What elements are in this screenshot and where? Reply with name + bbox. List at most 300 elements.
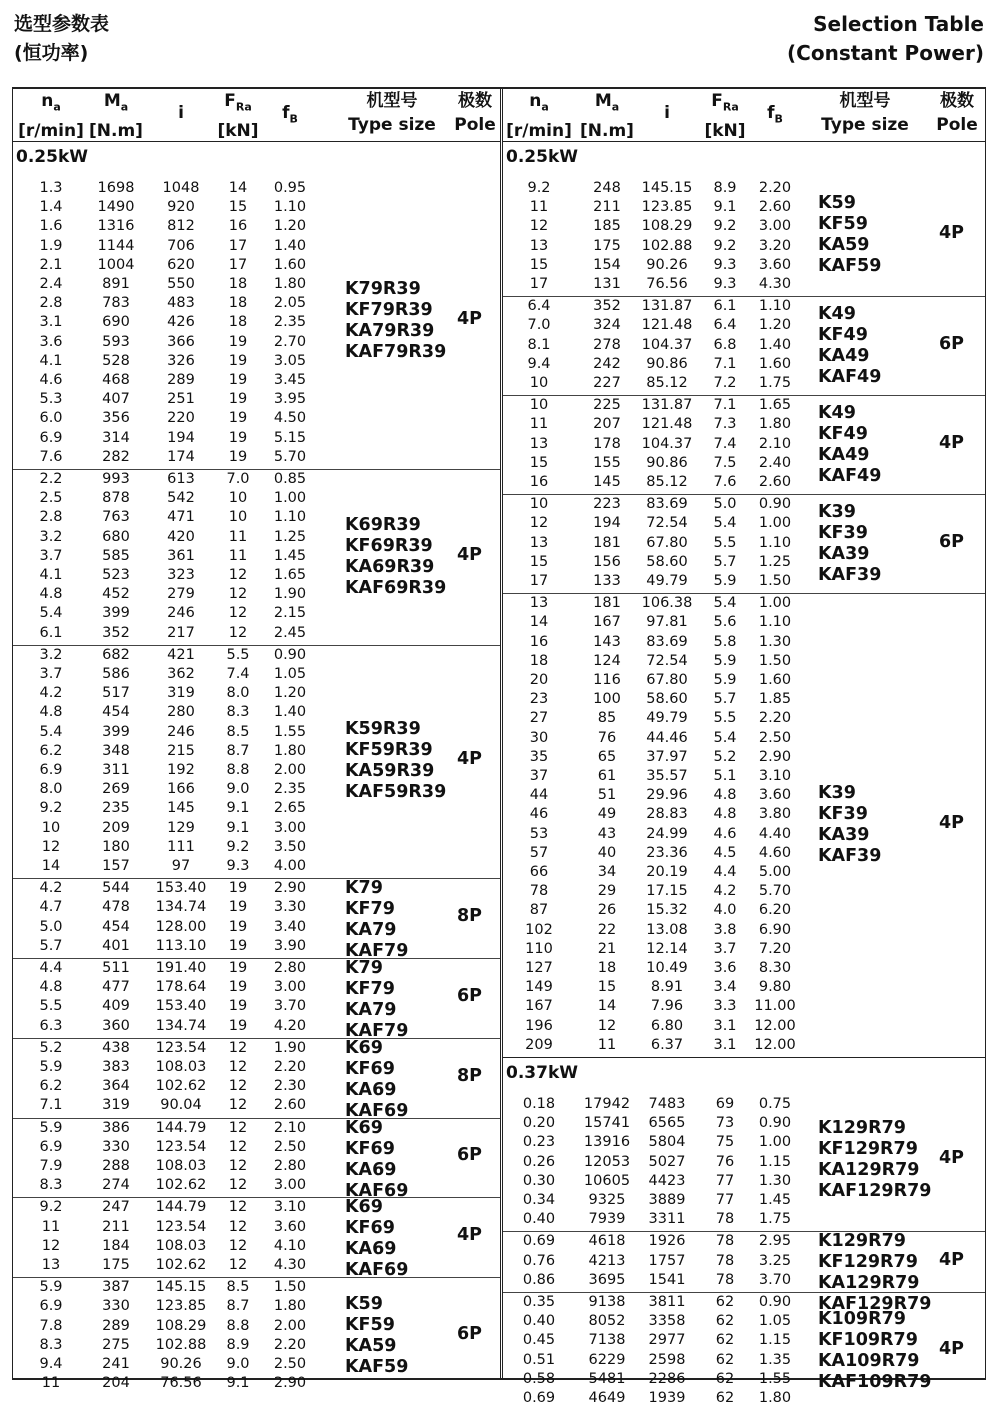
cell-radial-load: 3.1	[713, 1017, 737, 1034]
cell-service-factor: 1.75	[758, 1211, 792, 1228]
cell-radial-load: 3.4	[713, 979, 737, 996]
cell-output-speed: 4.2	[39, 880, 63, 897]
cell-output-torque: 211	[593, 199, 621, 216]
model-type: K79	[345, 958, 383, 978]
model-type: KA69	[345, 1079, 397, 1100]
cell-ratio: 76.56	[646, 276, 688, 292]
table-row	[503, 863, 833, 882]
cell-ratio: 20.19	[646, 863, 688, 880]
table-row	[503, 633, 833, 652]
model-type: KAF129R79	[818, 1294, 932, 1315]
cell-output-torque: 100	[593, 691, 621, 708]
model-type: KF79	[345, 899, 395, 920]
table-row	[503, 495, 833, 514]
table-row	[13, 198, 343, 217]
cell-service-factor: 1.90	[273, 586, 307, 603]
model-type: KF109R79	[818, 1330, 918, 1351]
model-type: KA79	[345, 920, 397, 941]
cell-service-factor: 1.10	[758, 534, 792, 551]
table-row	[13, 1218, 343, 1237]
cell-service-factor: 1.75	[758, 374, 792, 391]
cell-output-torque: 181	[593, 595, 621, 612]
cell-service-factor: 1.20	[273, 685, 307, 702]
cell-service-factor: 2.45	[273, 624, 307, 641]
cell-radial-load: 5.1	[713, 767, 737, 784]
model-type: KA59R39	[345, 761, 435, 782]
cell-output-speed: 10	[529, 397, 549, 414]
cell-radial-load: 16	[228, 218, 248, 235]
cell-radial-load: 19	[228, 448, 248, 465]
cell-ratio: 246	[167, 605, 195, 622]
model-type: KF129R79	[818, 1139, 918, 1160]
cell-radial-load: 12	[228, 605, 248, 622]
cell-output-torque: 181	[593, 534, 621, 551]
model-group	[503, 1292, 985, 1410]
cell-service-factor: 0.90	[758, 1115, 792, 1132]
model-type: KF49	[818, 423, 868, 444]
model-group	[13, 1118, 500, 1199]
cell-output-torque: 124	[593, 652, 621, 669]
cell-output-torque: 34	[597, 863, 617, 880]
cell-service-factor: 1.55	[758, 1370, 792, 1387]
cell-radial-load: 5.0	[713, 496, 737, 513]
cell-output-torque: 3695	[588, 1271, 626, 1288]
cell-output-torque: 324	[593, 317, 621, 334]
table-row	[13, 371, 343, 390]
cell-output-torque: 364	[102, 1078, 130, 1095]
cell-radial-load: 8.7	[226, 1298, 250, 1315]
cell-output-torque: 22	[597, 921, 617, 938]
cell-output-torque: 40	[597, 844, 617, 861]
cell-radial-load: 15	[228, 199, 248, 216]
cell-output-speed: 6.2	[39, 742, 63, 759]
cell-radial-load: 5.7	[713, 691, 737, 708]
cell-ratio: 123.54	[155, 1138, 207, 1155]
cell-radial-load: 19	[228, 352, 248, 369]
cell-ratio: 550	[167, 276, 195, 292]
table-row	[13, 1278, 343, 1297]
cell-ratio: 23.36	[646, 844, 688, 861]
cell-service-factor: 6.90	[758, 921, 792, 938]
cell-service-factor: 1.00	[273, 490, 307, 507]
cell-output-speed: 8.1	[527, 336, 551, 353]
model-type: KA79	[345, 1000, 397, 1020]
title-chinese	[14, 10, 109, 68]
cell-output-speed: 9.4	[527, 355, 551, 372]
header-type-en: Type size	[348, 115, 436, 135]
cell-service-factor: 0.85	[273, 471, 307, 487]
cell-radial-load: 19	[228, 429, 248, 446]
cell-ratio: 131.87	[641, 298, 693, 315]
table-row	[13, 585, 343, 604]
cell-output-torque: 235	[102, 800, 130, 817]
model-type-list	[818, 403, 881, 487]
cell-ratio: 106.38	[641, 595, 693, 612]
table-row	[503, 882, 833, 901]
model-type: K49	[818, 402, 856, 423]
header-na-letter: n	[41, 91, 54, 111]
model-group	[503, 494, 985, 594]
cell-output-torque: 7939	[588, 1211, 626, 1228]
table-row	[503, 1017, 833, 1036]
cell-output-speed: 15	[529, 454, 549, 471]
cell-output-speed: 13	[529, 595, 549, 612]
table-row	[503, 1095, 833, 1114]
cell-ratio: 145.15	[155, 1279, 207, 1296]
pole-count: 4P	[939, 813, 965, 834]
cell-output-torque: 269	[102, 781, 130, 798]
cell-radial-load: 11	[228, 547, 248, 564]
table-row	[13, 1138, 343, 1157]
cell-output-speed: 2.2	[39, 471, 63, 487]
cell-output-torque: 21	[597, 940, 617, 957]
title-en-line-2: (Constant Power)	[787, 41, 984, 65]
cell-service-factor: 1.05	[758, 1313, 792, 1330]
cell-service-factor: 2.00	[273, 761, 307, 778]
cell-ratio: 920	[167, 199, 195, 216]
table-row	[503, 435, 833, 454]
cell-output-speed: 7.8	[39, 1317, 63, 1334]
cell-radial-load: 19	[228, 979, 248, 996]
table-row	[503, 690, 833, 709]
model-type: KAF59R39	[345, 782, 447, 803]
cell-radial-load: 12	[228, 1039, 248, 1056]
cell-ratio: 706	[167, 237, 195, 254]
cell-ratio: 113.10	[155, 937, 207, 954]
cell-output-speed: 2.1	[39, 256, 63, 273]
cell-output-speed: 0.86	[522, 1271, 556, 1288]
cell-output-torque: 682	[102, 646, 130, 663]
cell-output-speed: 3.1	[39, 314, 63, 331]
cell-radial-load: 12	[228, 567, 248, 583]
cell-output-torque: 175	[102, 1256, 130, 1273]
table-row	[13, 1297, 343, 1316]
cell-radial-load: 9.1	[713, 199, 737, 216]
cell-ratio: 8.91	[650, 979, 684, 996]
table-row	[503, 473, 833, 492]
cell-ratio: 90.26	[646, 256, 688, 273]
cell-output-speed: 5.4	[39, 723, 63, 740]
title-english	[787, 10, 984, 68]
cell-output-torque: 478	[102, 899, 130, 916]
cell-radial-load: 8.8	[226, 1317, 250, 1334]
cell-radial-load: 4.6	[713, 825, 737, 842]
cell-output-torque: 157	[102, 857, 130, 874]
table-row	[503, 1389, 833, 1408]
cell-output-speed: 0.58	[522, 1370, 556, 1387]
cell-output-torque: 85	[597, 710, 617, 727]
cell-radial-load: 5.7	[713, 553, 737, 570]
cell-service-factor: 1.25	[273, 528, 307, 545]
table-row	[13, 547, 343, 566]
model-type: K69R39	[345, 514, 421, 535]
cell-ratio: 144.79	[155, 1199, 207, 1216]
model-type: KA69R39	[345, 556, 435, 577]
cell-ratio: 90.26	[160, 1355, 202, 1372]
cell-radial-load: 6.1	[713, 298, 737, 315]
table-row	[503, 514, 833, 533]
model-type: K129R79	[818, 1231, 906, 1252]
cell-output-torque: 14	[597, 998, 617, 1015]
cell-output-torque: 207	[593, 416, 621, 433]
cell-output-speed: 0.18	[522, 1096, 556, 1112]
cell-output-torque: 1004	[97, 256, 135, 273]
cell-radial-load: 62	[715, 1313, 735, 1330]
cell-ratio: 108.29	[641, 218, 693, 235]
model-type: KA79R39	[345, 321, 435, 341]
cell-ratio: 319	[167, 685, 195, 702]
cell-service-factor: 3.90	[273, 937, 307, 954]
cell-radial-load: 12	[228, 1256, 248, 1273]
cell-output-torque: 175	[593, 237, 621, 254]
header-na-subscript: a	[53, 100, 61, 114]
model-type: K109R79	[818, 1309, 906, 1330]
cell-service-factor: 12.00	[754, 1017, 796, 1034]
cell-radial-load: 12	[228, 1138, 248, 1155]
cell-service-factor: 3.00	[273, 979, 307, 996]
model-type: KF49	[818, 324, 868, 345]
header-na-subscript: a	[541, 100, 549, 114]
cell-ratio: 67.80	[646, 534, 688, 551]
cell-ratio: 812	[167, 218, 195, 235]
cell-output-torque: 227	[593, 374, 621, 391]
cell-service-factor: 2.05	[273, 295, 307, 312]
cell-output-speed: 13	[529, 435, 549, 452]
model-group	[503, 1089, 985, 1232]
table-row	[503, 997, 833, 1016]
cell-output-speed: 30	[529, 729, 549, 746]
table-row	[503, 1252, 833, 1271]
cell-service-factor: 2.35	[273, 781, 307, 798]
cell-output-speed: 27	[529, 710, 549, 727]
model-type: K69	[345, 1117, 383, 1138]
cell-ratio: 123.54	[155, 1218, 207, 1235]
cell-ratio: 108.03	[155, 1058, 207, 1075]
cell-output-speed: 15	[529, 553, 549, 570]
cell-radial-load: 12	[228, 624, 248, 641]
cell-radial-load: 19	[228, 410, 248, 427]
cell-ratio: 1757	[648, 1252, 686, 1269]
cell-output-speed: 0.51	[522, 1351, 556, 1368]
cell-output-speed: 16	[529, 473, 549, 490]
cell-radial-load: 73	[715, 1115, 735, 1132]
cell-service-factor: 0.75	[758, 1096, 792, 1112]
cell-output-torque: 247	[102, 1199, 130, 1216]
model-group	[503, 593, 985, 1058]
table-row	[13, 624, 343, 643]
cell-service-factor: 1.25	[758, 553, 792, 570]
cell-output-speed: 5.9	[39, 1058, 63, 1075]
cell-output-torque: 133	[593, 572, 621, 589]
cell-ratio: 166	[167, 781, 195, 798]
cell-output-speed: 4.8	[39, 979, 63, 996]
header-pole-en: Pole	[454, 115, 496, 135]
cell-output-speed: 4.1	[39, 567, 63, 583]
cell-output-speed: 66	[529, 863, 549, 880]
cell-radial-load: 7.6	[713, 473, 737, 490]
cell-output-torque: 167	[593, 614, 621, 631]
table-row	[503, 978, 833, 997]
cell-service-factor: 3.10	[758, 767, 792, 784]
cell-output-speed: 3.6	[39, 333, 63, 350]
cell-radial-load: 8.5	[226, 1279, 250, 1296]
table-row	[13, 1017, 343, 1036]
cell-radial-load: 8.9	[713, 180, 737, 196]
cell-output-speed: 11	[41, 1375, 61, 1392]
cell-output-torque: 10605	[583, 1172, 631, 1189]
power-label: 0.37kW	[506, 1063, 579, 1083]
cell-ratio: 191.40	[155, 960, 207, 976]
column-header	[13, 87, 500, 142]
cell-output-torque: 783	[102, 295, 130, 312]
cell-output-torque: 5481	[588, 1370, 626, 1387]
cell-output-speed: 167	[525, 998, 553, 1015]
cell-service-factor: 1.65	[758, 397, 792, 414]
table-row	[13, 566, 343, 585]
model-type: KA49	[818, 444, 870, 465]
cell-output-speed: 0.20	[522, 1115, 556, 1132]
table-row	[503, 652, 833, 671]
cell-output-torque: 878	[102, 490, 130, 507]
model-type: KA109R79	[818, 1351, 920, 1372]
cell-output-torque: 680	[102, 528, 130, 545]
model-type: KAF109R79	[818, 1372, 932, 1393]
cell-output-torque: 131	[593, 276, 621, 292]
cell-service-factor: 3.20	[758, 237, 792, 254]
cell-radial-load: 9.1	[226, 819, 250, 836]
cell-output-torque: 185	[593, 218, 621, 235]
table-row	[503, 355, 833, 374]
cell-ratio: 6.80	[650, 1017, 684, 1034]
cell-ratio: 85.12	[646, 473, 688, 490]
cell-radial-load: 3.8	[713, 921, 737, 938]
model-type: KAF79	[345, 941, 409, 962]
cell-output-speed: 5.4	[39, 605, 63, 622]
cell-ratio: 76.56	[160, 1375, 202, 1392]
cell-output-torque: 399	[102, 723, 130, 740]
cell-output-speed: 0.69	[522, 1390, 556, 1406]
model-type: KF69R39	[345, 535, 433, 556]
cell-radial-load: 7.4	[226, 665, 250, 682]
cell-radial-load: 77	[715, 1172, 735, 1189]
table-row	[503, 767, 833, 786]
cell-ratio: 85.12	[646, 374, 688, 391]
table-row	[503, 374, 833, 393]
cell-service-factor: 1.65	[273, 567, 307, 583]
cell-output-torque: 76	[597, 729, 617, 746]
cell-output-torque: 586	[102, 665, 130, 682]
cell-output-speed: 37	[529, 767, 549, 784]
cell-radial-load: 19	[228, 960, 248, 976]
cell-output-speed: 6.4	[527, 298, 551, 315]
table-row	[13, 780, 343, 799]
cell-output-speed: 2.8	[39, 295, 63, 312]
table-row	[13, 799, 343, 818]
cell-radial-load: 9.1	[226, 1375, 250, 1392]
cell-service-factor: 5.70	[758, 883, 792, 900]
model-type: KA129R79	[818, 1160, 920, 1181]
cell-ratio: 7483	[648, 1096, 686, 1112]
cell-service-factor: 2.40	[758, 454, 792, 471]
cell-ratio: 44.46	[646, 729, 688, 746]
model-group	[503, 296, 985, 396]
cell-radial-load: 7.5	[713, 454, 737, 471]
model-type: K79	[345, 878, 383, 899]
cell-output-speed: 6.2	[39, 1078, 63, 1095]
cell-radial-load: 5.2	[713, 748, 737, 765]
cell-ratio: 108.03	[155, 1157, 207, 1174]
cell-radial-load: 4.0	[713, 902, 737, 919]
cell-output-speed: 0.23	[522, 1134, 556, 1151]
table-row	[13, 470, 343, 489]
cell-ratio: 2286	[648, 1370, 686, 1387]
cell-output-speed: 0.34	[522, 1192, 556, 1208]
cell-service-factor: 0.90	[273, 646, 307, 663]
cell-output-torque: 248	[593, 180, 621, 196]
cell-radial-load: 9.1	[226, 800, 250, 817]
table-row	[13, 898, 343, 917]
cell-service-factor: 2.20	[273, 1058, 307, 1075]
header-fra-letter: F	[224, 91, 236, 111]
cell-service-factor: 3.10	[273, 1199, 307, 1216]
table-row	[503, 1271, 833, 1290]
model-type: KA59	[818, 234, 870, 255]
cell-ratio: 178.64	[155, 979, 207, 996]
cell-ratio: 366	[167, 333, 195, 350]
table-row	[13, 646, 343, 665]
cell-service-factor: 4.00	[273, 857, 307, 874]
cell-output-torque: 29	[597, 883, 617, 900]
cell-ratio: 144.79	[155, 1119, 207, 1136]
cell-output-speed: 7.9	[39, 1157, 63, 1174]
cell-output-speed: 3.7	[39, 665, 63, 682]
cell-ratio: 17.15	[646, 883, 688, 900]
cell-output-speed: 13	[529, 534, 549, 551]
table-row	[13, 937, 343, 956]
cell-output-speed: 11	[529, 199, 549, 216]
cell-radial-load: 18	[228, 314, 248, 331]
cell-output-torque: 51	[597, 787, 617, 804]
model-type: K69	[345, 1197, 383, 1218]
table-row	[13, 179, 343, 198]
cell-service-factor: 2.20	[758, 180, 792, 196]
table-row	[503, 1114, 833, 1133]
header-fb-subscript: B	[774, 112, 783, 126]
cell-service-factor: 1.50	[273, 1279, 307, 1296]
cell-output-speed: 12	[529, 515, 549, 532]
cell-output-torque: 8052	[588, 1313, 626, 1330]
cell-radial-load: 12	[228, 1157, 248, 1174]
cell-service-factor: 1.15	[758, 1332, 792, 1349]
cell-output-speed: 2.8	[39, 509, 63, 526]
title-cn-line-2: (恒功率)	[14, 42, 89, 64]
cell-ratio: 6.37	[650, 1036, 684, 1053]
table-row	[13, 448, 343, 467]
model-type: KF59	[345, 1315, 395, 1336]
header-ratio-symbol: i	[664, 103, 670, 123]
cell-service-factor: 3.25	[758, 1252, 792, 1269]
cell-service-factor: 3.00	[273, 819, 307, 836]
cell-service-factor: 2.60	[758, 199, 792, 216]
header-pole	[927, 89, 987, 137]
cell-ratio: 280	[167, 704, 195, 721]
cell-output-speed: 17	[529, 276, 549, 292]
cell-service-factor: 1.85	[758, 691, 792, 708]
pole-count: 6P	[457, 985, 483, 1006]
cell-radial-load: 17	[228, 237, 248, 254]
table-row	[13, 604, 343, 623]
model-type-list	[345, 515, 446, 599]
